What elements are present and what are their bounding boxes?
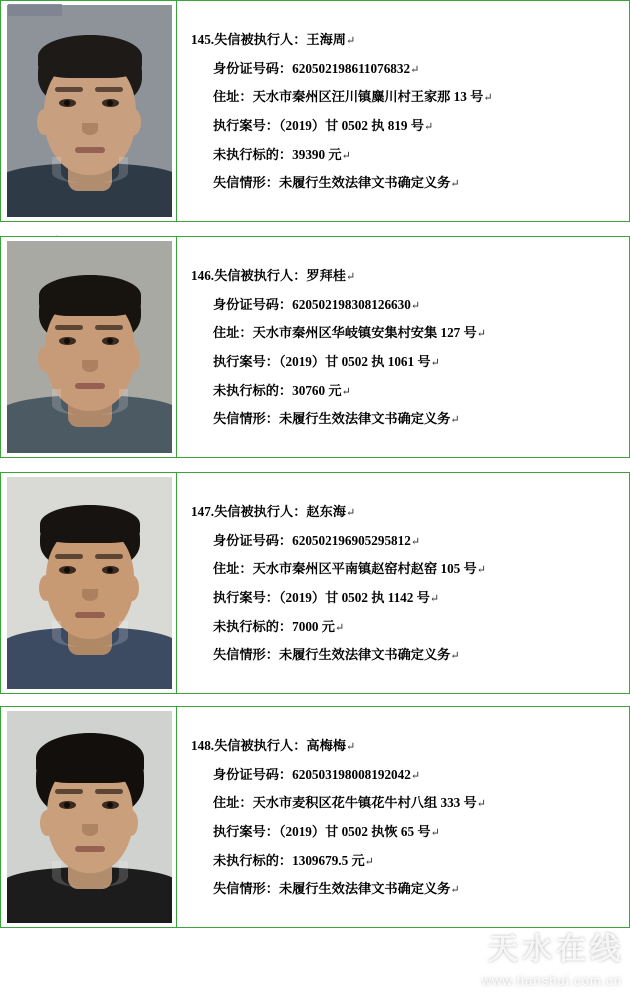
value-address: 天水市秦州区华岐镇安集村安集 127 号 bbox=[252, 325, 477, 341]
value-situation: 未履行生效法律文书确定义务 bbox=[278, 647, 451, 663]
photo-cell bbox=[1, 1, 177, 221]
corner-stamp bbox=[8, 4, 62, 16]
case-line bbox=[191, 589, 619, 608]
label-id-number: 身份证号码： bbox=[213, 60, 293, 76]
label-case-number: 执行案号： bbox=[213, 824, 279, 839]
pilcrow-icon: ↵ bbox=[345, 740, 356, 753]
value-id-number: 620502198611076832 bbox=[292, 60, 411, 76]
site-watermark-url: www.tianshui.com.cn bbox=[481, 973, 622, 988]
portrait-fringe bbox=[40, 505, 140, 543]
portrait-brow-right bbox=[95, 325, 123, 330]
label-situation: 失信情形： bbox=[213, 647, 279, 663]
portrait-fringe bbox=[36, 733, 144, 783]
case-line bbox=[191, 117, 619, 136]
label-address: 住址： bbox=[213, 795, 253, 811]
portrait-eye-right bbox=[102, 337, 119, 345]
info-cell bbox=[177, 473, 629, 693]
label-case-number: 执行案号： bbox=[213, 354, 279, 369]
id-line bbox=[191, 766, 619, 785]
value-address: 天水市麦积区花牛镇花牛村八组 333 号 bbox=[252, 795, 477, 811]
name-line bbox=[191, 267, 619, 286]
portrait-brow-left bbox=[55, 554, 83, 559]
pilcrow-icon: ↵ bbox=[345, 270, 356, 283]
portrait-eye-right bbox=[102, 566, 119, 574]
label-amount: 未执行标的： bbox=[213, 146, 293, 162]
pilcrow-icon: ↵ bbox=[410, 535, 421, 548]
value-situation: 未履行生效法律文书确定义务 bbox=[278, 175, 451, 191]
label-amount: 未执行标的： bbox=[213, 618, 293, 634]
pilcrow-icon: ↵ bbox=[410, 63, 420, 76]
label-situation: 失信情形： bbox=[213, 411, 279, 427]
photo-cell bbox=[1, 473, 177, 693]
label-name: 失信被执行人： bbox=[214, 737, 307, 753]
pilcrow-icon: ↵ bbox=[429, 593, 440, 605]
pilcrow-icon: ↵ bbox=[410, 769, 421, 782]
pilcrow-icon: ↵ bbox=[476, 798, 486, 811]
pilcrow-icon: ↵ bbox=[341, 385, 351, 398]
address-line bbox=[191, 88, 619, 107]
value-case-number: （2019）甘 0502 执 819 号 bbox=[278, 118, 424, 133]
pilcrow-icon: ↵ bbox=[476, 328, 486, 341]
value-amount: 7000 元 bbox=[292, 618, 335, 634]
amount-line bbox=[191, 618, 619, 637]
record-index: 147. bbox=[191, 503, 215, 519]
label-name: 失信被执行人： bbox=[214, 31, 307, 47]
portrait-eye-left bbox=[59, 566, 76, 574]
address-line bbox=[191, 560, 619, 579]
value-case-number: （2019）甘 0502 执 1061 号 bbox=[278, 354, 431, 369]
portrait-brow-left bbox=[55, 789, 83, 794]
portrait-fringe bbox=[39, 275, 141, 316]
situation-line bbox=[191, 646, 619, 665]
pilcrow-icon: ↵ bbox=[345, 506, 356, 519]
portrait-nose bbox=[82, 360, 98, 372]
record-row bbox=[0, 472, 630, 694]
info-cell bbox=[177, 707, 629, 927]
case-line bbox=[191, 353, 619, 372]
value-amount: 39390 元 bbox=[292, 146, 342, 162]
info-cell bbox=[177, 1, 629, 221]
value-situation: 未履行生效法律文书确定义务 bbox=[278, 411, 451, 427]
pilcrow-icon: ↵ bbox=[345, 34, 356, 47]
pilcrow-icon: ↵ bbox=[450, 414, 460, 427]
photo-cell bbox=[1, 707, 177, 927]
value-name: 王海周 bbox=[306, 31, 346, 47]
label-address: 住址： bbox=[213, 89, 253, 105]
label-address: 住址： bbox=[213, 561, 253, 577]
pilcrow-icon: ↵ bbox=[430, 357, 440, 369]
pilcrow-icon: ↵ bbox=[450, 884, 460, 897]
value-address: 天水市秦州区汪川镇麋川村王家那 13 号 bbox=[252, 89, 484, 105]
portrait-nose bbox=[82, 824, 98, 836]
value-case-number: （2019）甘 0502 执 1142 号 bbox=[278, 590, 430, 605]
value-name: 罗拜桂 bbox=[306, 267, 346, 283]
situation-line bbox=[191, 880, 619, 899]
value-amount: 1309679.5 元 bbox=[292, 852, 365, 868]
portrait-eye-left bbox=[59, 337, 76, 345]
address-line bbox=[191, 794, 619, 813]
amount-line bbox=[191, 382, 619, 401]
record-row bbox=[0, 0, 630, 222]
record-index: 146. bbox=[191, 267, 215, 283]
value-case-number: （2019）甘 0502 执恢 65 号 bbox=[278, 824, 431, 839]
portrait-brow-right bbox=[95, 87, 123, 92]
portrait-collar bbox=[52, 861, 128, 887]
record-index: 148. bbox=[191, 737, 215, 753]
name-line bbox=[191, 503, 619, 522]
record-row bbox=[0, 236, 630, 458]
portrait-photo bbox=[7, 5, 172, 217]
id-line bbox=[191, 532, 619, 551]
label-address: 住址： bbox=[213, 325, 253, 341]
label-name: 失信被执行人： bbox=[214, 503, 307, 519]
value-name: 赵东海 bbox=[306, 503, 346, 519]
label-name: 失信被执行人： bbox=[214, 267, 307, 283]
portrait-mouth bbox=[75, 612, 105, 618]
portrait-photo bbox=[7, 711, 172, 923]
pilcrow-icon: ↵ bbox=[430, 827, 440, 839]
value-address: 天水市秦州区平南镇赵窑村赵窑 105 号 bbox=[252, 561, 477, 577]
value-situation: 未履行生效法律文书确定义务 bbox=[278, 881, 451, 897]
value-id-number: 620502198308126630 bbox=[292, 296, 411, 312]
portrait-mouth bbox=[75, 147, 105, 153]
label-id-number: 身份证号码： bbox=[213, 296, 293, 312]
name-line bbox=[191, 31, 619, 50]
info-cell bbox=[177, 237, 629, 457]
value-amount: 30760 元 bbox=[292, 382, 342, 398]
amount-line bbox=[191, 146, 619, 165]
pilcrow-icon: ↵ bbox=[410, 299, 421, 312]
amount-line bbox=[191, 852, 619, 871]
case-line bbox=[191, 823, 619, 842]
portrait-fringe bbox=[38, 35, 142, 78]
portrait-collar bbox=[52, 157, 128, 183]
portrait-brow-left bbox=[55, 87, 83, 92]
pilcrow-icon: ↵ bbox=[334, 621, 345, 634]
label-amount: 未执行标的： bbox=[213, 852, 293, 868]
portrait-collar bbox=[52, 621, 128, 647]
site-watermark: 天水在线 bbox=[488, 933, 624, 966]
situation-line bbox=[191, 410, 619, 429]
label-id-number: 身份证号码： bbox=[213, 532, 293, 548]
address-line bbox=[191, 324, 619, 343]
portrait-photo bbox=[7, 477, 172, 689]
portrait-nose bbox=[82, 123, 98, 135]
portrait-brow-right bbox=[95, 789, 123, 794]
portrait-brow-left bbox=[55, 325, 83, 330]
pilcrow-icon: ↵ bbox=[424, 121, 434, 133]
label-id-number: 身份证号码： bbox=[213, 766, 293, 782]
pilcrow-icon: ↵ bbox=[450, 650, 460, 663]
record-index: 145. bbox=[191, 31, 215, 47]
situation-line bbox=[191, 174, 619, 193]
pilcrow-icon: ↵ bbox=[483, 92, 493, 105]
value-name: 高梅梅 bbox=[306, 737, 346, 753]
label-case-number: 执行案号： bbox=[213, 118, 279, 133]
label-situation: 失信情形： bbox=[213, 175, 279, 191]
pilcrow-icon: ↵ bbox=[341, 149, 351, 162]
label-case-number: 执行案号： bbox=[213, 590, 279, 605]
pilcrow-icon: ↵ bbox=[364, 855, 374, 868]
portrait-mouth bbox=[75, 846, 105, 852]
portrait-collar bbox=[52, 389, 128, 415]
value-id-number: 620502196905295812 bbox=[292, 532, 411, 548]
id-line bbox=[191, 60, 619, 79]
value-id-number: 620503198008192042 bbox=[292, 766, 411, 782]
label-situation: 失信情形： bbox=[213, 881, 279, 897]
name-line bbox=[191, 737, 619, 756]
photo-cell bbox=[1, 237, 177, 457]
portrait-photo bbox=[7, 241, 172, 453]
pilcrow-icon: ↵ bbox=[450, 178, 460, 191]
id-line bbox=[191, 296, 619, 315]
label-amount: 未执行标的： bbox=[213, 382, 293, 398]
portrait-nose bbox=[82, 589, 98, 601]
portrait-brow-right bbox=[95, 554, 123, 559]
record-row bbox=[0, 706, 630, 928]
pilcrow-icon: ↵ bbox=[476, 564, 486, 577]
